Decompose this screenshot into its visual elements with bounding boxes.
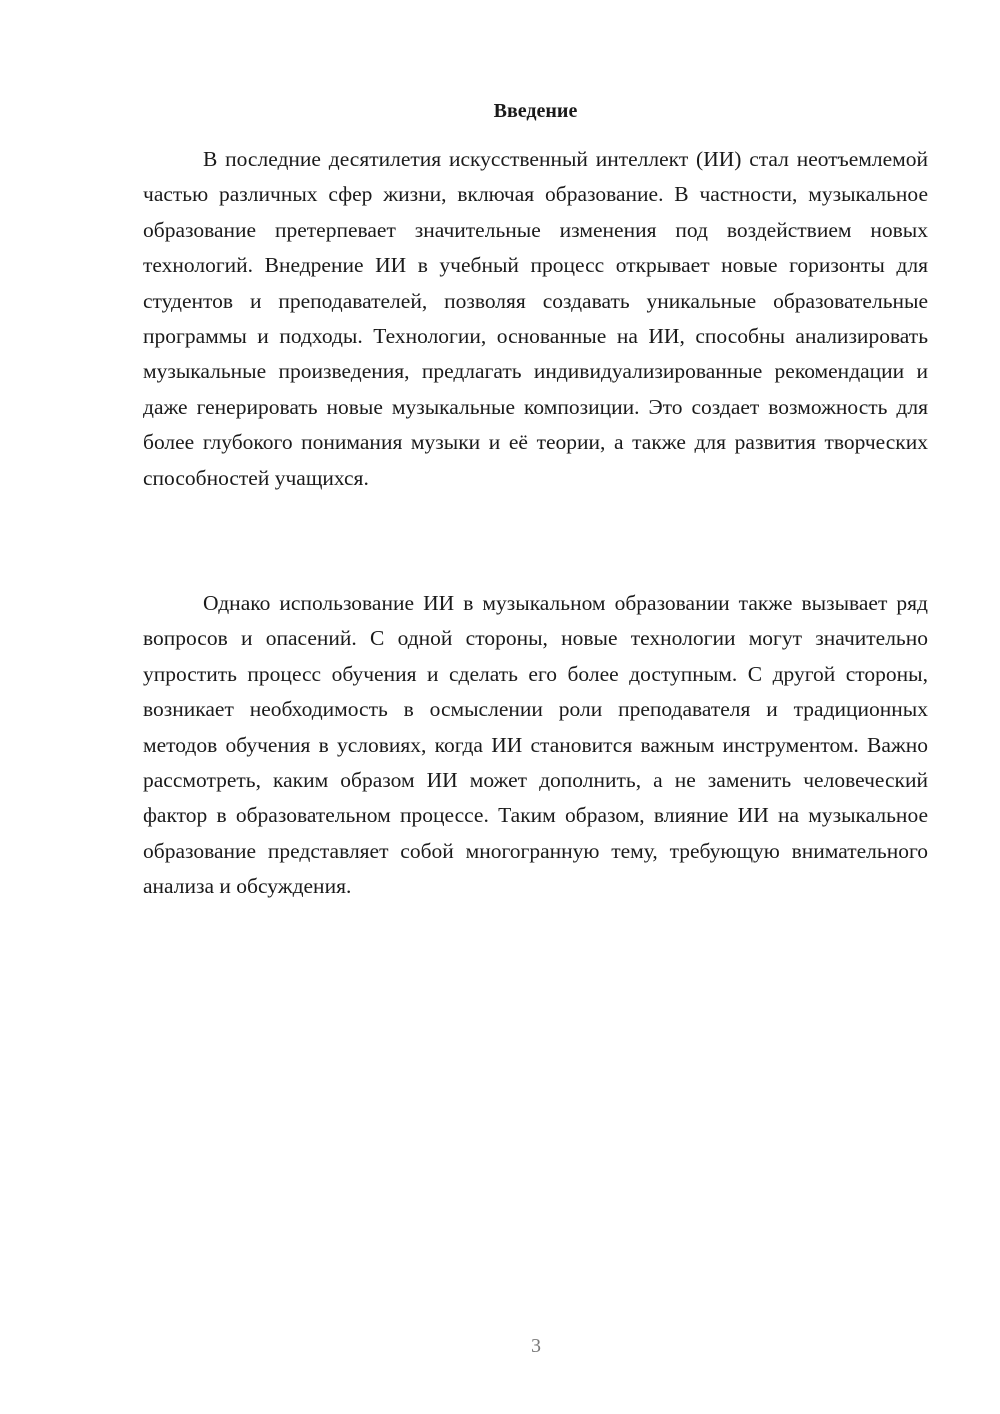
page-number: 3 xyxy=(531,1335,541,1357)
section-heading: Введение xyxy=(493,100,578,122)
paragraph-1: В последние десятилетия искусственный интеллект (ИИ) стал неотъемлемой частью различных сфер жизни, включая образование. В частности, музыкальное образование претерпевает значительные изменения под воздействием новых технологий. Внедрение ИИ в учебный процесс открывает новые горизонты для студентов и преподавателей, позволяя создавать уникальные образовательные программы и подходы. Технологии, основанные на ИИ, способны анализировать музыкальные произведения, предлагать индивидуализированные рекомендации и даже генерировать новые музыкальные композиции. Это создает возможность для более глубокого понимания музыки и её теории, а также для развития творческих способностей учащихся. xyxy=(143,147,928,490)
paragraph-2: Однако использование ИИ в музыкальном образовании также вызывает ряд вопросов и опасений. С одной стороны, новые технологии могут значительно упростить процесс обучения и сделать его более доступным. С другой стороны, возникает необходимость в осмыслении роли преподавателя и традиционных методов обучения в условиях, когда ИИ становится важным инструментом. Важно рассмотреть, каким образом ИИ может дополнить, а не заменить человеческий фактор в образовательном процессе. Таким образом, влияние ИИ на музыкальное образование представляет собой многогранную тему, требующую внимательного анализа и обсуждения. xyxy=(143,591,928,899)
